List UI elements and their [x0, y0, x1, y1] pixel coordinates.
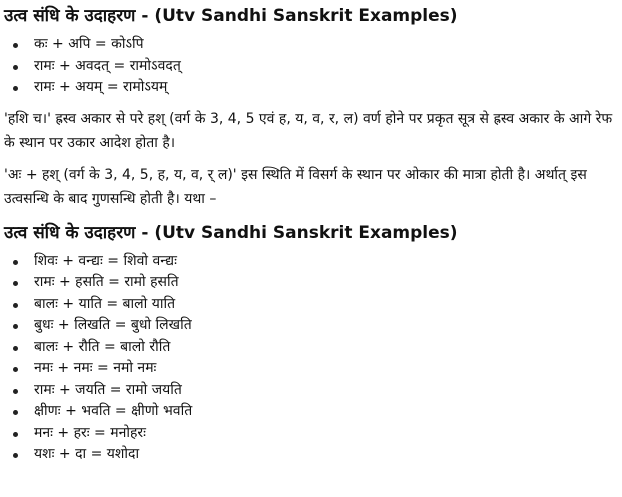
list-item: बालः + रौति = बालो रौति: [34, 337, 622, 359]
explanation-paragraph: 'अः + हश् (वर्ग के 3, 4, 5, ह, य, व, र् ल)' इस स्थिति में विसर्ग के स्थान पर ओकार की मात्रा होती है। अर्थात् इस उत्वसन्धि के बाद गुणसन्धि होती है। यथा –: [4, 166, 587, 207]
section-heading: उत्व संधि के उदाहरण - (Utv Sandhi Sanskrit Examples): [4, 6, 458, 26]
list-item: शिवः + वन्द्यः = शिवो वन्द्यः: [34, 251, 622, 273]
list-item: रामः + जयति = रामो जयति: [34, 380, 622, 402]
examples-list: [4, 34, 622, 99]
list-item: बुधः + लिखति = बुधो लिखति: [34, 315, 622, 337]
list-item: क्षीणः + भवति = क्षीणो भवति: [34, 401, 622, 423]
examples-list: [4, 251, 622, 466]
list-item: मनः + हरः = मनोहरः: [34, 423, 622, 445]
section-heading: उत्व संधि के उदाहरण - (Utv Sandhi Sanskrit Examples): [4, 222, 458, 243]
list-item: रामः + हसति = रामो हसति: [34, 272, 622, 294]
list-item: कः + अपि = कोऽपि: [34, 34, 622, 56]
list-item: रामः + अवदत् = रामोऽवदत्: [34, 56, 622, 78]
list-item: बालः + याति = बालो याति: [34, 294, 622, 316]
rule-paragraph: 'हशि च।' ह्रस्व अकार से परे हश् (वर्ग के 3, 4, 5 एवं ह, य, व, र, ल) वर्ण होने पर प्रकृत सूत्र से ह्रस्व अकार के आगे रेफ के स्थान पर उकार आदेश होता है।: [4, 110, 613, 151]
list-item: नमः + नमः = नमो नमः: [34, 358, 622, 380]
list-item: रामः + अयम् = रामोऽयम्: [34, 77, 622, 99]
list-item: यशः + दा = यशोदा: [34, 444, 622, 466]
